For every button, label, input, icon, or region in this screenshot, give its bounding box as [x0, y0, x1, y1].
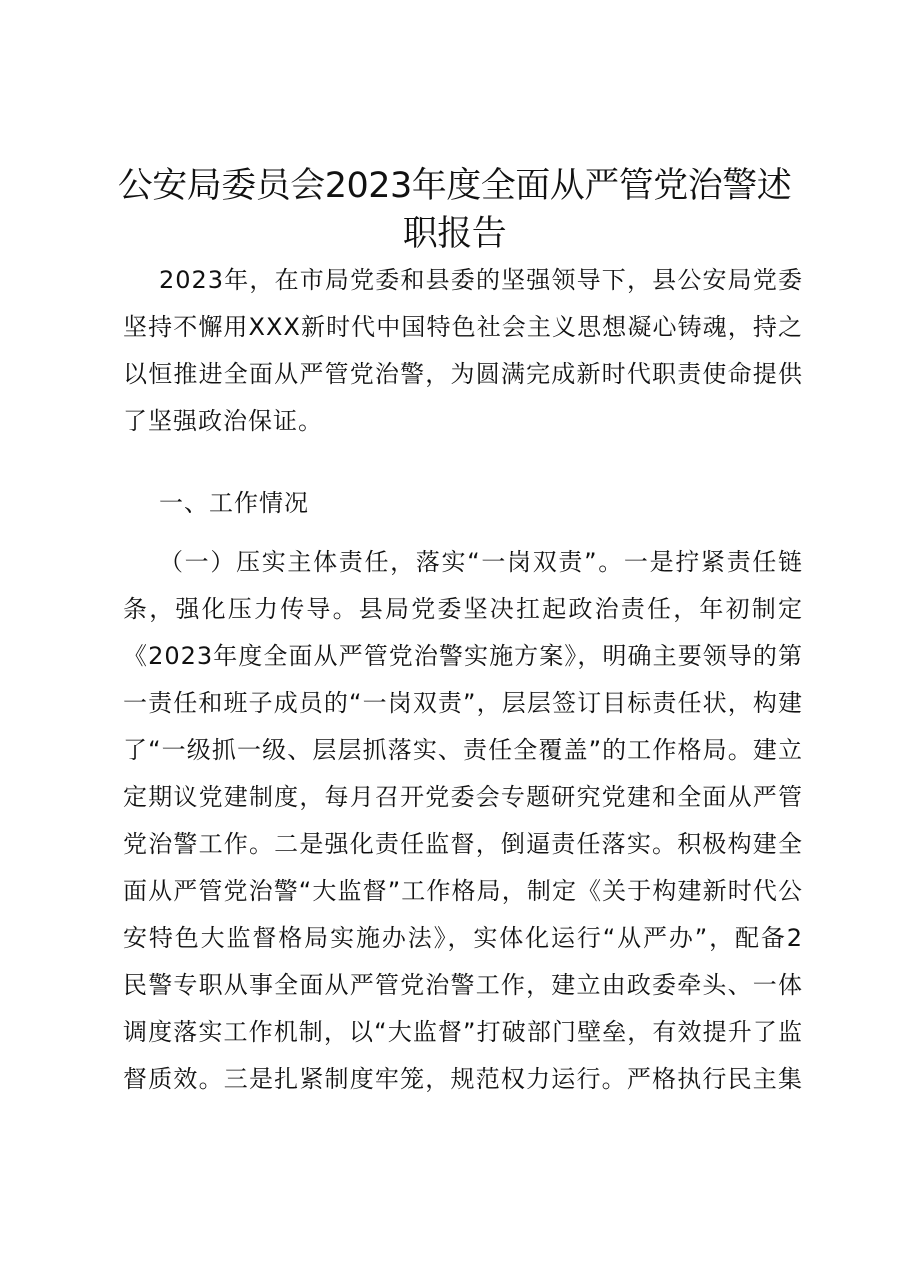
title-line-2: 职报告 [402, 214, 507, 254]
paragraph-line: 党治警工作。二是强化责任监督，倒逼责任落实。积极构建全 [123, 830, 803, 858]
section-heading: 一、工作情况 [159, 489, 309, 517]
document-title [110, 162, 799, 258]
paragraph-line: 安特色大监督格局实施办法》，实体化运行“从严办”，配备2 [123, 924, 803, 952]
paragraph-line: 《2023年度全面从严管党治警实施方案》，明确主要领导的第 [123, 642, 803, 670]
paragraph-line: 了坚强政治保证。 [123, 407, 323, 435]
paragraph-work-status [123, 539, 803, 1103]
title-line-1: 公安局委员会2023年度全面从严管党治警述 [117, 166, 792, 206]
paragraph-line: 2023年，在市局党委和县委的坚强领导下，县公安局党委 [159, 266, 803, 294]
paragraph-line: 以恒推进全面从严管党治警，为圆满完成新时代职责使命提供 [123, 360, 803, 388]
paragraph-intro [123, 257, 803, 445]
paragraph-line: 调度落实工作机制，以“大监督”打破部门壁垒，有效提升了监 [123, 1018, 803, 1046]
paragraph-line: 坚持不懈用XXX新时代中国特色社会主义思想凝心铸魂，持之 [123, 313, 803, 341]
paragraph-line: 面从严管党治警“大监督”工作格局，制定《关于构建新时代公 [123, 877, 803, 905]
section-heading-block [123, 480, 803, 527]
paragraph-line: 了“一级抓一级、层层抓落实、责任全覆盖”的工作格局。建立 [123, 736, 803, 764]
paragraph-line: 一责任和班子成员的“一岗双责”，层层签订目标责任状，构建 [123, 689, 803, 717]
paragraph-line: 定期议党建制度，每月召开党委会专题研究党建和全面从严管 [123, 783, 803, 811]
paragraph-line: 民警专职从事全面从严管党治警工作，建立由政委牵头、一体 [123, 971, 803, 999]
paragraph-line: （一）压实主体责任，落实“一岗双责”。一是拧紧责任链 [159, 548, 803, 576]
paragraph-line: 督质效。三是扎紧制度牢笼，规范权力运行。严格执行民主集 [123, 1065, 803, 1093]
paragraph-line: 条，强化压力传导。县局党委坚决扛起政治责任，年初制定 [123, 595, 803, 623]
